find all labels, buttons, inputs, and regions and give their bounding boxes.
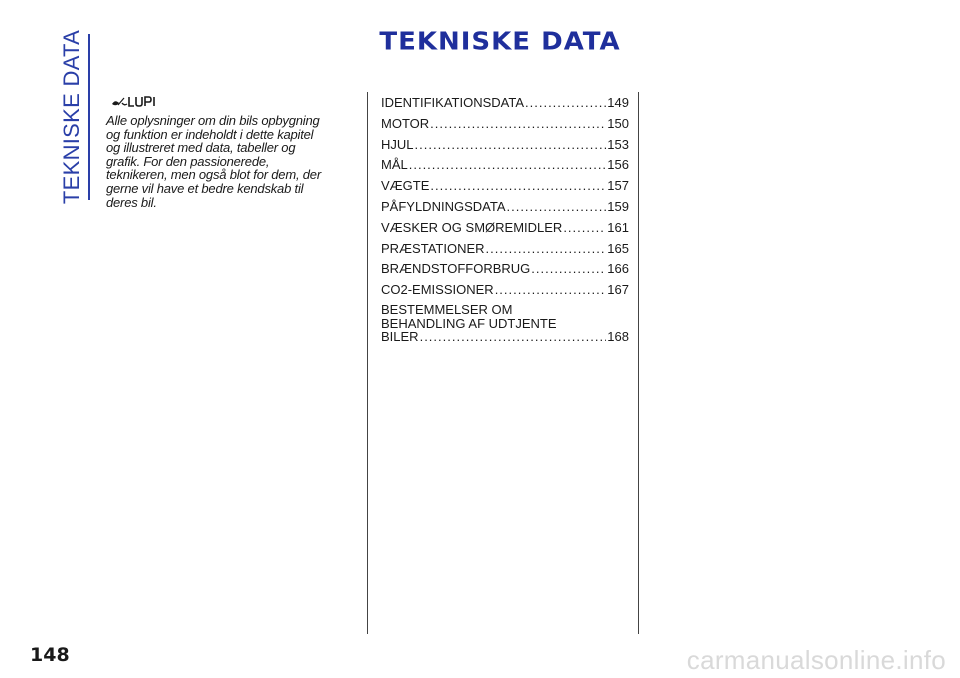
side-chapter-label [58, 29, 86, 205]
toc-page: 150 [607, 115, 629, 131]
toc-page: 166 [607, 261, 629, 277]
intro-line: grafik. For den passionerede, [106, 153, 270, 169]
toc-label-line: BESTEMMELSER OM [381, 301, 513, 317]
toc-page: 157 [607, 178, 629, 194]
toc-label: BILER [381, 329, 419, 345]
toc-leader [420, 330, 607, 344]
toc-page: 167 [607, 282, 629, 298]
side-chapter-rule [88, 34, 90, 200]
toc-page: 161 [607, 219, 629, 235]
intro-line: Alle oplysninger om din bils opbygning [106, 113, 320, 128]
table-of-contents [381, 94, 629, 344]
toc-leader [563, 219, 606, 236]
lupe-logo-icon [110, 93, 158, 109]
toc-item-vaegte[interactable] [381, 177, 629, 198]
side-chapter-label-text: TEKNISKE DATA [59, 29, 84, 205]
watermark-text: carmanualsonline.info [686, 645, 946, 675]
toc-page: 153 [607, 136, 629, 152]
intro-line: og illustreret med data, tabeller og [106, 140, 296, 156]
toc-label: PRÆSTATIONER [381, 240, 485, 256]
toc-label: MÅL [381, 157, 408, 173]
toc-label: CO2-EMISSIONER [381, 282, 494, 298]
toc-page: 156 [607, 157, 629, 173]
toc-leader [415, 136, 607, 153]
toc-item-identifikationsdata[interactable] [381, 94, 629, 115]
toc-item-hjul[interactable] [381, 136, 629, 157]
toc-item-motor[interactable] [381, 115, 629, 136]
toc-item-braendstofforbrug[interactable] [381, 260, 629, 281]
toc-page: 159 [607, 198, 629, 214]
toc-item-co2-emissioner[interactable] [381, 281, 629, 302]
toc-label-line: BEHANDLING AF UDTJENTE [381, 315, 557, 331]
intro-line: og funktion er indeholdt i dette kapitel [106, 126, 314, 142]
toc-label: VÆSKER OG SMØREMIDLER [381, 219, 563, 235]
column-divider-right [638, 92, 639, 634]
toc-label: MOTOR [381, 115, 430, 131]
chapter-intro-text [106, 114, 354, 209]
toc-item-bestemmelser[interactable] [381, 303, 629, 344]
toc-leader [430, 115, 606, 132]
toc-label: HJUL [381, 136, 414, 152]
toc-leader [495, 281, 607, 298]
toc-leader [409, 156, 607, 173]
toc-leader [486, 240, 607, 257]
toc-leader [531, 260, 606, 277]
page-number: 148 [30, 644, 70, 666]
toc-item-praestationer[interactable] [381, 240, 629, 261]
toc-item-maal[interactable] [381, 156, 629, 177]
toc-page: 165 [607, 240, 629, 256]
toc-label: VÆGTE [381, 178, 430, 194]
toc-label: PÅFYLDNINGSDATA [381, 198, 506, 214]
intro-line: gerne vil have et bedre kendskab til [106, 180, 304, 196]
column-divider-left [367, 92, 368, 634]
intro-line: deres bil. [106, 194, 157, 210]
page-title: TEKNISKE DATA [379, 27, 621, 57]
toc-label: IDENTIFIKATIONSDATA [381, 95, 525, 110]
intro-line: teknikeren, men også blot for dem, der [106, 167, 321, 183]
toc-label: BRÆNDSTOFFORBRUG [381, 261, 531, 277]
toc-leader [525, 94, 606, 111]
toc-label-last-line [381, 330, 629, 344]
toc-leader [506, 198, 606, 215]
toc-item-paafyldningsdata[interactable] [381, 198, 629, 219]
toc-item-vaesker-og-smoeremidler[interactable] [381, 219, 629, 240]
toc-leader [430, 177, 606, 194]
toc-page: 168 [607, 329, 629, 345]
toc-page: 149 [607, 95, 629, 110]
